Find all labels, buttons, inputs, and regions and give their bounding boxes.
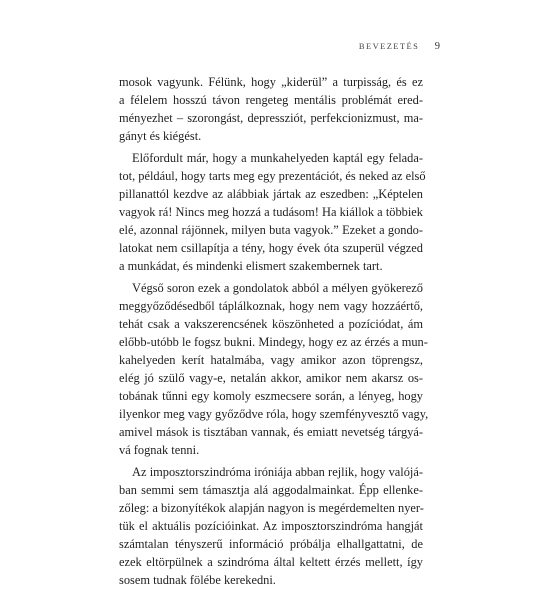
text-line: ban semmi sem támasztja alá aggodalmainkat. Épp ellenke- [119,483,423,497]
text-line: gányt és kiégést. [119,129,202,143]
running-head-section-title: BEVEZETÉS [358,41,420,51]
running-head [340,41,440,55]
text-line: tobának tűnni egy komoly eszmecsere során, a lényeg, hogy [119,389,423,403]
text-line: meggyőződésedből táplálkoznak, hogy nem vagy hozzáértő, [119,299,423,313]
text-line: ilyenkor meg vagy győződve róla, hogy szemfényvesztő vagy, [119,407,429,421]
text-line: Előfordult már, hogy a munkahelyeden kaptál egy felada- [132,151,423,165]
text-line: tot, például, hogy tarts meg egy prezentációt, és neked az első [119,169,426,183]
text-line: ményezhet – szorongást, depressziót, perfekcionizmust, ma- [119,111,423,125]
paragraph-1 [119,73,423,145]
text-line: sosem tudnak fölébe kerekedni. [119,573,276,587]
text-line: ezek eltörpülnek a szindróma által keltett érzés mellett, így [119,555,423,569]
text-line: tehát csak a vakszerencsének köszönheted a pozíciódat, ám [119,317,423,331]
page-number: 9 [434,41,440,52]
text-line: zőleg: a bizonyítékok alapján nagyon is megérdemelten nyer- [119,501,424,515]
text-line: a félelem hosszú távon rengeteg mentális problémát ered- [119,93,423,107]
text-line: számtalan tényszerű információ próbálja elhallgattatni, de [119,537,423,551]
text-line: elég jó szülő vagy-e, netalán akkor, amikor nem akarsz os- [119,371,423,385]
text-line: latokat nem csillapítja a tény, hogy évek óta szuperül végzed [119,241,423,255]
text-line: vá fognak tenni. [119,443,200,457]
text-line: előbb-utóbb le fogsz bukni. Mindegy, hogy ez az érzés a mun- [119,335,428,349]
paragraph-3 [119,279,429,459]
text-line: a munkádat, és mindenki elismert szakembernek tart. [119,259,383,273]
text-line: kahelyeden kerít hatalmába, vagy amikor azon töprengsz, [119,353,423,367]
text-line: tük el aktuális pozícióinkat. Az imposztorszindróma hangját [119,519,423,533]
text-line: Az imposztorszindróma iróniája abban rejlik, hogy valójá- [132,465,423,479]
text-line: mosok vagyunk. Félünk, hogy „kiderül” a turpisság, és ez [119,75,423,89]
body-text [119,73,429,589]
paragraph-4 [119,463,423,589]
paragraph-2 [119,149,426,275]
text-line: pillanattól kezdve az alábbiak jártak az eszedben: „Képtelen [119,187,423,201]
text-line: elé, azonnal rájönnek, milyen buta vagyok.” Ezeket a gondo- [119,223,423,237]
text-line: amivel mások is tisztában vannak, és emiatt nevetség tárgyá- [119,425,423,439]
text-line: Végső soron ezek a gondolatok abból a mélyen gyökerező [132,281,423,295]
text-line: vagyok rá! Nincs meg hozzá a tudásom! Ha kiállok a többiek [119,205,423,219]
